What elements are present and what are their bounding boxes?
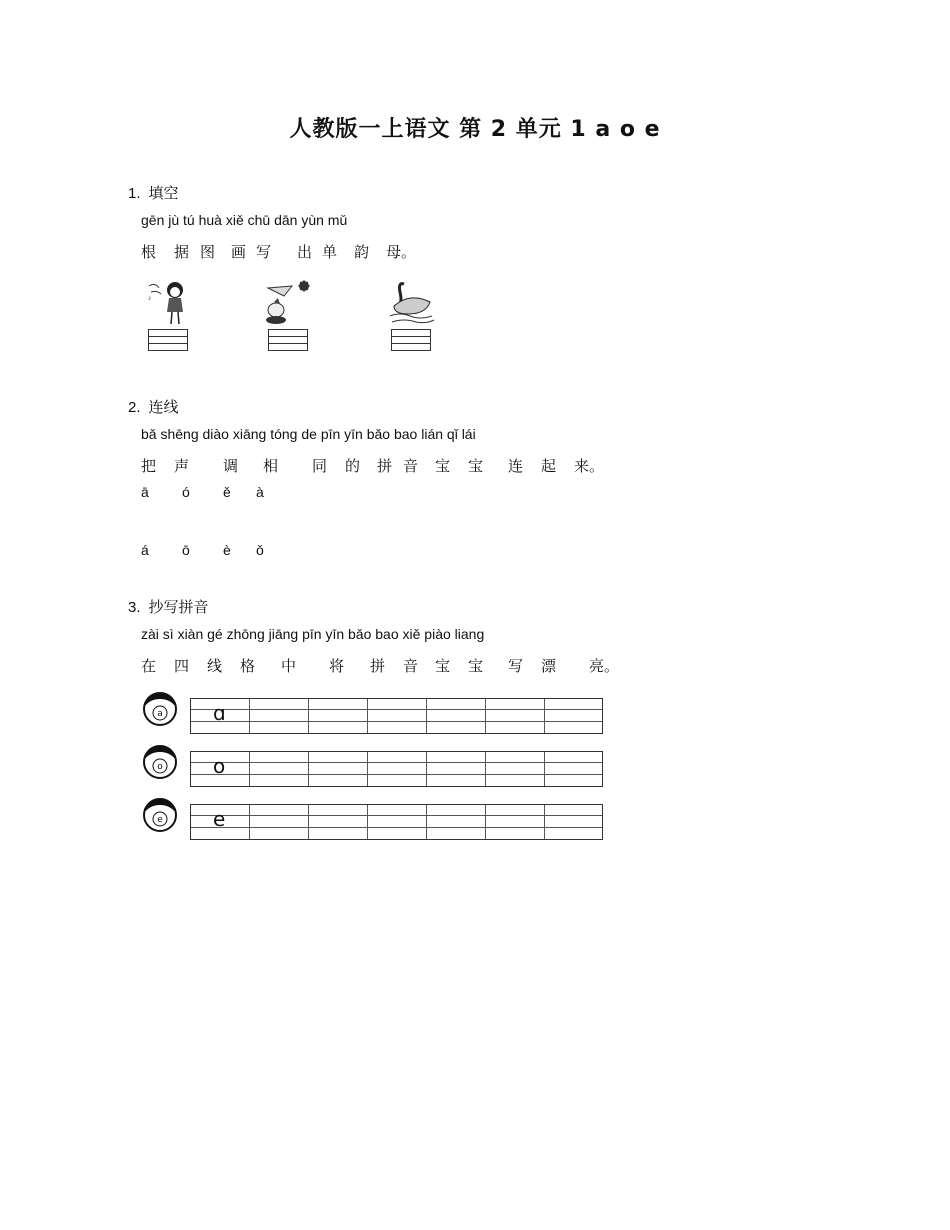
question-2-heading — [128, 396, 179, 417]
hanzi-char: 拼 — [377, 458, 393, 475]
tone-item[interactable]: è — [223, 542, 231, 558]
goose-illustration — [386, 278, 438, 326]
hanzi-char: 音 — [403, 658, 419, 675]
tone-item[interactable]: à — [256, 484, 264, 500]
copy-row-e — [140, 797, 610, 841]
sample-letter: e — [213, 807, 226, 831]
hanzi-char: 图 — [200, 244, 216, 261]
rooster-crowing-illustration — [262, 278, 318, 326]
tone-item[interactable]: ě — [223, 484, 231, 500]
tone-item[interactable]: ǒ — [256, 542, 264, 558]
hanzi-char: 把 — [141, 458, 157, 475]
question-number: 2. — [128, 399, 141, 416]
tone-item[interactable]: ā — [141, 484, 149, 500]
tone-item[interactable]: á — [141, 542, 149, 558]
cartoon-face-icon — [140, 797, 180, 833]
hanzi-char: 根 — [141, 244, 157, 261]
hanzi-char: 格 — [240, 658, 256, 675]
tone-item[interactable]: ō — [182, 542, 190, 558]
hanzi-char: 画 — [231, 244, 247, 261]
cartoon-face-icon — [140, 744, 180, 780]
question-1-heading — [128, 182, 179, 203]
answer-box[interactable] — [391, 329, 431, 351]
question-3-hanzi — [141, 655, 661, 675]
sample-letter: o — [213, 754, 226, 778]
hanzi-char: 连 — [508, 458, 524, 475]
hanzi-char: 母。 — [386, 244, 417, 261]
hanzi-char: 单 — [322, 244, 338, 261]
tone-item[interactable]: ó — [182, 484, 190, 500]
cartoon-face-icon — [140, 691, 180, 727]
copy-row-o — [140, 744, 610, 788]
hanzi-char: 写 — [256, 244, 272, 261]
hanzi-char: 四 — [174, 658, 190, 675]
hanzi-char: 宝 — [468, 658, 484, 675]
hanzi-char: 漂 — [541, 658, 557, 675]
hanzi-char: 宝 — [435, 658, 451, 675]
hanzi-char: 写 — [508, 658, 524, 675]
sample-letter: ɑ — [213, 701, 226, 725]
hanzi-char: 据 — [174, 244, 190, 261]
question-1-hanzi — [141, 241, 661, 261]
four-line-grid[interactable] — [190, 751, 603, 787]
hanzi-char: 的 — [345, 458, 361, 475]
copy-row-a — [140, 691, 610, 735]
question-label: 填空 — [148, 185, 179, 202]
hanzi-char: 相 — [263, 458, 279, 475]
face-letter: e — [157, 815, 163, 825]
hanzi-char: 声 — [174, 458, 190, 475]
answer-box[interactable] — [148, 329, 188, 351]
hanzi-char: 韵 — [354, 244, 370, 261]
face-letter: o — [157, 762, 163, 772]
answer-box[interactable] — [268, 329, 308, 351]
hanzi-char: 起 — [541, 458, 557, 475]
face-letter: a — [157, 709, 163, 719]
hanzi-char: 调 — [223, 458, 239, 475]
girl-singing-illustration — [145, 278, 193, 326]
question-number: 1. — [128, 185, 141, 202]
four-line-grid[interactable] — [190, 698, 603, 734]
tone-row-top — [141, 484, 341, 504]
hanzi-char: 亮。 — [589, 658, 620, 675]
hanzi-char: 线 — [207, 658, 223, 675]
question-number: 3. — [128, 599, 141, 616]
hanzi-char: 在 — [141, 658, 157, 675]
question-2-pinyin: bǎ shēng diào xiāng tóng de pīn yīn bǎo bao lián qǐ lái — [141, 426, 476, 442]
svg-text:♪: ♪ — [148, 295, 152, 302]
hanzi-char: 来。 — [574, 458, 605, 475]
hanzi-char: 音 — [403, 458, 419, 475]
hanzi-char: 出 — [297, 244, 313, 261]
question-label: 连线 — [148, 399, 179, 416]
hanzi-char: 宝 — [468, 458, 484, 475]
hanzi-char: 将 — [329, 658, 345, 675]
question-label: 抄写拼音 — [148, 599, 209, 616]
question-2-hanzi — [141, 455, 661, 475]
hanzi-char: 拼 — [370, 658, 386, 675]
hanzi-char: 中 — [281, 658, 297, 675]
page-title: 人教版一上语文 第 2 单元 1 a o e — [289, 117, 661, 142]
hanzi-char: 宝 — [435, 458, 451, 475]
tone-row-bottom — [141, 542, 341, 562]
hanzi-char: 同 — [312, 458, 328, 475]
question-1-pinyin: gēn jù tú huà xiě chū dān yùn mǔ — [141, 212, 348, 228]
question-3-heading — [128, 596, 209, 617]
question-3-pinyin: zài sì xiàn gé zhōng jiāng pīn yīn bǎo bao xiě piào liang — [141, 626, 485, 642]
four-line-grid[interactable] — [190, 804, 603, 840]
